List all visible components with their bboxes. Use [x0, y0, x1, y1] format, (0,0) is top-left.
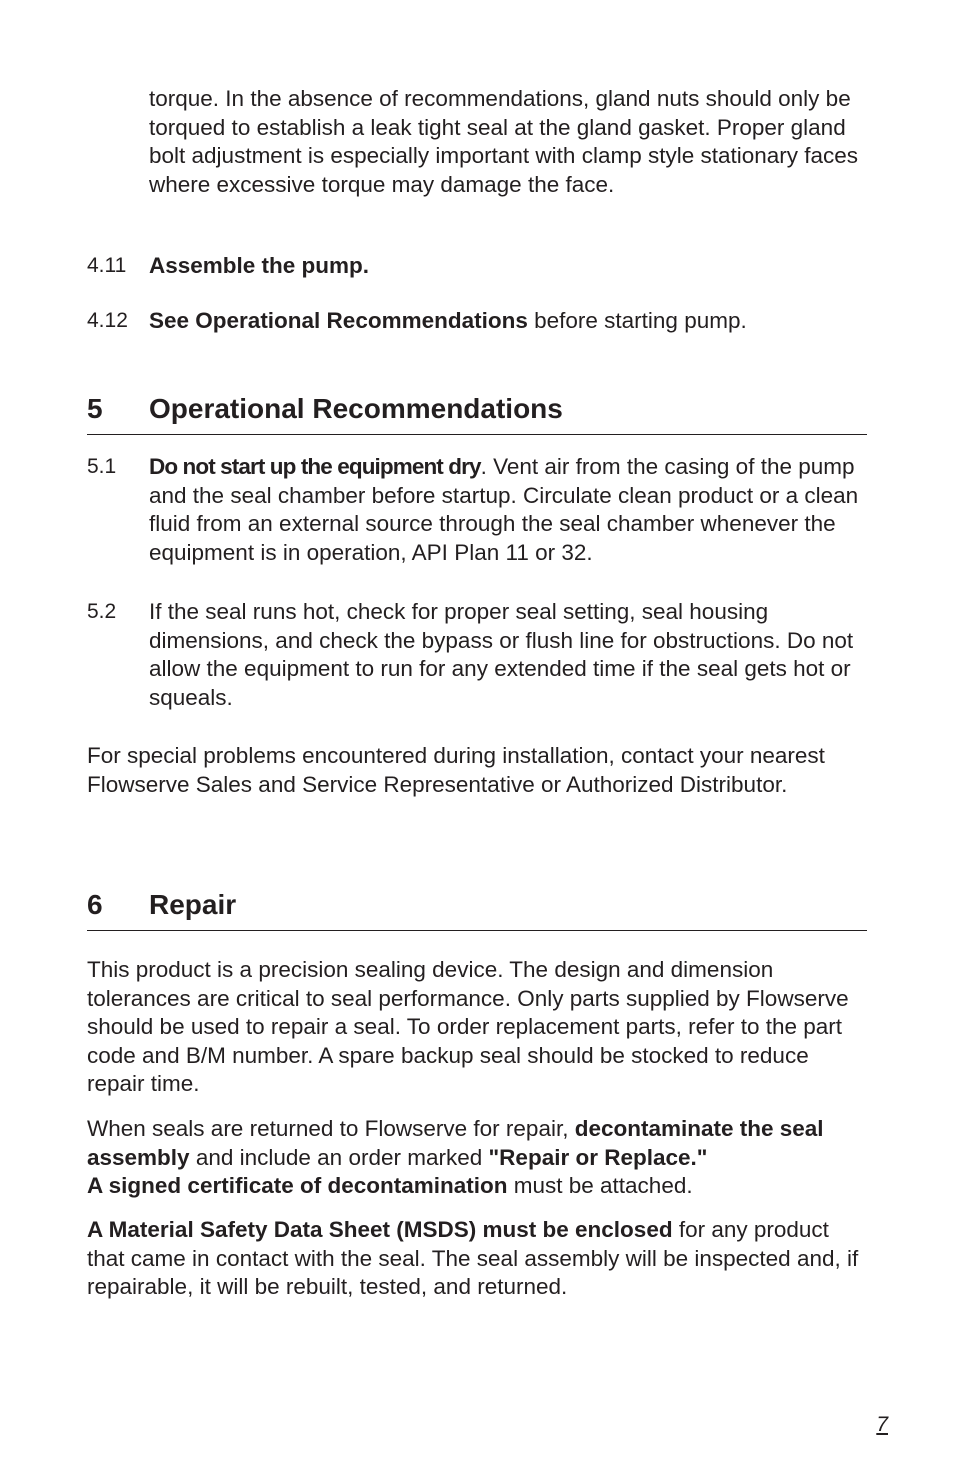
repair-paragraph-2	[87, 1115, 867, 1201]
support-note: For special problems encountered during installation, contact your nearest Flowserve Sales and Service Representative or Authorized Distributor.	[87, 743, 825, 797]
step-5-1	[149, 453, 874, 567]
step-4-11-bold: Assemble the pump.	[149, 253, 370, 278]
repair-p2-text-2: and include an order marked	[189, 1144, 489, 1170]
repair-p2-bold-1: decontaminate the seal assembly	[87, 1116, 824, 1170]
repair-p2-text-1: When seals are returned to Flowserve for repair,	[87, 1116, 575, 1141]
step-number-4-11: 4.11	[87, 254, 127, 277]
step-4-12-bold: See Operational Recommendations	[149, 308, 528, 333]
repair-paragraph-1: This product is a precision sealing device. The design and dimension tolerances are critical to seal performance. Only parts supplied by Flowserve should be used to repair a seal. To order replacement parts, refer to the part code and B/M number. A spare backup seal should be stocked to reduce repair time.	[87, 957, 849, 1096]
page-number: 7	[876, 1413, 888, 1436]
repair-p2-bold-2: "Repair or Replace."	[488, 1144, 708, 1170]
section-6-heading	[87, 888, 867, 931]
step-number-5-2: 5.2	[87, 600, 117, 623]
step-4-12-text: before starting pump.	[527, 308, 747, 333]
step-4-12	[149, 307, 874, 336]
section-5-number: 5	[87, 393, 103, 424]
step-4-11	[149, 252, 874, 281]
step-5-1-text: . Vent air from the casing of the pump and the seal chamber before startup. Circulate clean product or a clean fluid from an external source through the seal chamber whenever the equipment is in operation, API Plan 11 or 32.	[149, 454, 859, 565]
section-5-heading	[87, 392, 867, 435]
repair-p2-bold-3: A signed certificate of decontamination	[87, 1173, 508, 1198]
repair-p2-text-3: must be attached.	[507, 1173, 693, 1198]
section-6-title: Repair	[149, 889, 237, 920]
step-5-2: If the seal runs hot, check for proper seal setting, seal housing dimensions, and check the bypass or flush line for obstructions. Do not allow the equipment to run for any extended time if the seal gets hot or squeals.	[149, 599, 854, 710]
repair-p3-text: for any product that came in contact with the seal. The seal assembly will be inspected and, if repairable, it will be rebuilt, tested, and returned.	[87, 1217, 859, 1299]
step-5-1-bold: Do not start up the equipment dry	[149, 454, 481, 479]
section-5-title: Operational Recommendations	[149, 393, 563, 424]
step-number-5-1: 5.1	[87, 455, 117, 478]
repair-p3-bold: A Material Safety Data Sheet (MSDS) must be enclosed	[87, 1217, 673, 1242]
step-number-4-12: 4.12	[87, 309, 128, 332]
gland-torque-paragraph: torque. In the absence of recommendations, gland nuts should only be torqued to establish a leak tight seal at the gland gasket. Proper gland bolt adjustment is especially important with clamp style stationary faces where excessive torque may damage the face.	[149, 86, 859, 197]
repair-paragraph-3	[87, 1216, 867, 1302]
section-6-number: 6	[87, 889, 103, 920]
